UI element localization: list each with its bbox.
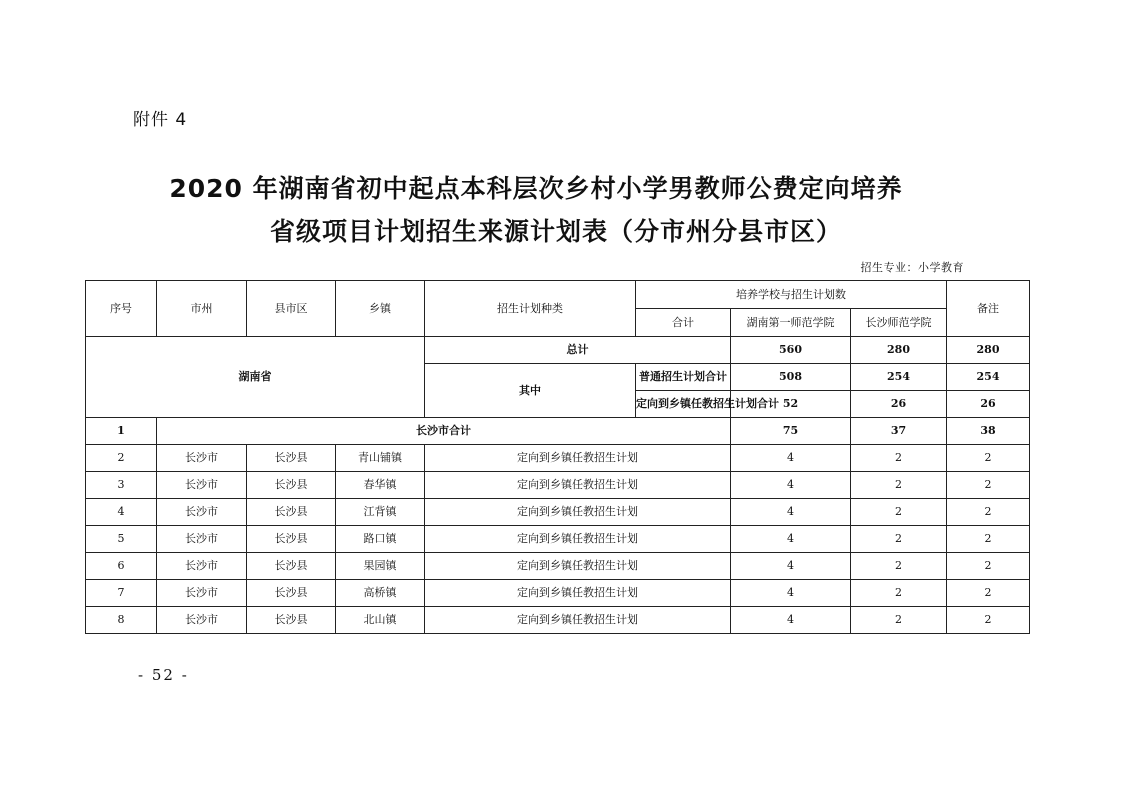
row-total: 4 — [731, 499, 851, 526]
directed-plan-sum: 52 — [731, 391, 851, 418]
row-school2: 2 — [947, 553, 1030, 580]
row-seq: 7 — [86, 580, 157, 607]
general-plan-school1: 254 — [851, 364, 947, 391]
row-county: 长沙县 — [247, 580, 336, 607]
row-town: 果园镇 — [336, 553, 425, 580]
table-row — [86, 580, 1030, 607]
row-city: 长沙市 — [157, 526, 247, 553]
row-seq: 6 — [86, 553, 157, 580]
row-town: 江背镇 — [336, 499, 425, 526]
row-school2: 2 — [947, 580, 1030, 607]
header-note: 备注 — [947, 281, 1030, 337]
row-seq: 4 — [86, 499, 157, 526]
table-row — [86, 553, 1030, 580]
among-label: 其中 — [425, 364, 636, 418]
row-total: 4 — [731, 526, 851, 553]
directed-plan-school1: 26 — [851, 391, 947, 418]
row-city: 长沙市 — [157, 445, 247, 472]
general-plan-school2: 254 — [947, 364, 1030, 391]
header-total: 合计 — [636, 309, 731, 337]
page-number: - 52 - — [138, 666, 189, 684]
province-name: 湖南省 — [86, 337, 425, 418]
row-school2: 2 — [947, 445, 1030, 472]
attachment-label: 附件 4 — [133, 110, 188, 130]
city-total-row — [86, 418, 1030, 445]
row-town: 路口镇 — [336, 526, 425, 553]
header-school-group: 培养学校与招生计划数 — [636, 281, 947, 309]
header-city: 市州 — [157, 281, 247, 337]
document-title-line-1: 2020 年湖南省初中起点本科层次乡村小学男教师公费定向培养 — [169, 174, 903, 203]
grand-total-school1: 280 — [851, 337, 947, 364]
row-plan-type: 定向到乡镇任教招生计划 — [425, 445, 731, 472]
row-school2: 2 — [947, 526, 1030, 553]
row-school1: 2 — [851, 472, 947, 499]
row-county: 长沙县 — [247, 526, 336, 553]
row-school1: 2 — [851, 580, 947, 607]
row-total: 4 — [731, 472, 851, 499]
header-school1: 湖南第一师范学院 — [731, 309, 851, 337]
row-school1: 2 — [851, 445, 947, 472]
directed-plan-label: 定向到乡镇任教招生计划合计 — [636, 391, 731, 418]
row-city: 长沙市 — [157, 607, 247, 634]
row-county: 长沙县 — [247, 607, 336, 634]
header-plan-type: 招生计划种类 — [425, 281, 636, 337]
city-total-school2: 38 — [947, 418, 1030, 445]
row-plan-type: 定向到乡镇任教招生计划 — [425, 526, 731, 553]
table-row — [86, 526, 1030, 553]
row-total: 4 — [731, 607, 851, 634]
row-city: 长沙市 — [157, 580, 247, 607]
grand-total-school2: 280 — [947, 337, 1030, 364]
general-plan-label: 普通招生计划合计 — [636, 364, 731, 391]
enrollment-plan-table — [85, 280, 1030, 634]
row-plan-type: 定向到乡镇任教招生计划 — [425, 472, 731, 499]
row-county: 长沙县 — [247, 553, 336, 580]
table-row — [86, 499, 1030, 526]
city-total-seq: 1 — [86, 418, 157, 445]
row-school2: 2 — [947, 607, 1030, 634]
document-title-line-2: 省级项目计划招生来源计划表（分市州分县市区） — [269, 217, 842, 246]
row-seq: 2 — [86, 445, 157, 472]
row-plan-type: 定向到乡镇任教招生计划 — [425, 499, 731, 526]
row-town: 青山铺镇 — [336, 445, 425, 472]
row-city: 长沙市 — [157, 553, 247, 580]
header-school2: 长沙师范学院 — [851, 309, 947, 337]
row-county: 长沙县 — [247, 499, 336, 526]
row-school1: 2 — [851, 553, 947, 580]
row-city: 长沙市 — [157, 499, 247, 526]
row-school1: 2 — [851, 526, 947, 553]
table-row — [86, 445, 1030, 472]
row-plan-type: 定向到乡镇任教招生计划 — [425, 580, 731, 607]
general-plan-sum: 508 — [731, 364, 851, 391]
table-row — [86, 472, 1030, 499]
table-row — [86, 607, 1030, 634]
row-seq: 8 — [86, 607, 157, 634]
row-total: 4 — [731, 553, 851, 580]
row-town: 高桥镇 — [336, 580, 425, 607]
header-town: 乡镇 — [336, 281, 425, 337]
row-school2: 2 — [947, 472, 1030, 499]
major-label: 招生专业：小学教育 — [860, 261, 964, 274]
row-city: 长沙市 — [157, 472, 247, 499]
row-total: 4 — [731, 445, 851, 472]
header-county: 县市区 — [247, 281, 336, 337]
city-total-sum: 75 — [731, 418, 851, 445]
directed-plan-school2: 26 — [947, 391, 1030, 418]
row-plan-type: 定向到乡镇任教招生计划 — [425, 607, 731, 634]
row-plan-type: 定向到乡镇任教招生计划 — [425, 553, 731, 580]
grand-total-sum: 560 — [731, 337, 851, 364]
row-total: 4 — [731, 580, 851, 607]
city-total-label: 长沙市合计 — [157, 418, 731, 445]
row-school1: 2 — [851, 499, 947, 526]
city-total-school1: 37 — [851, 418, 947, 445]
row-county: 长沙县 — [247, 445, 336, 472]
province-total-row — [86, 337, 1030, 364]
row-school2: 2 — [947, 499, 1030, 526]
row-seq: 5 — [86, 526, 157, 553]
row-seq: 3 — [86, 472, 157, 499]
row-town: 北山镇 — [336, 607, 425, 634]
row-town: 春华镇 — [336, 472, 425, 499]
row-school1: 2 — [851, 607, 947, 634]
header-seq: 序号 — [86, 281, 157, 337]
row-county: 长沙县 — [247, 472, 336, 499]
header-row-1 — [86, 281, 1030, 309]
grand-total-label: 总计 — [425, 337, 731, 364]
